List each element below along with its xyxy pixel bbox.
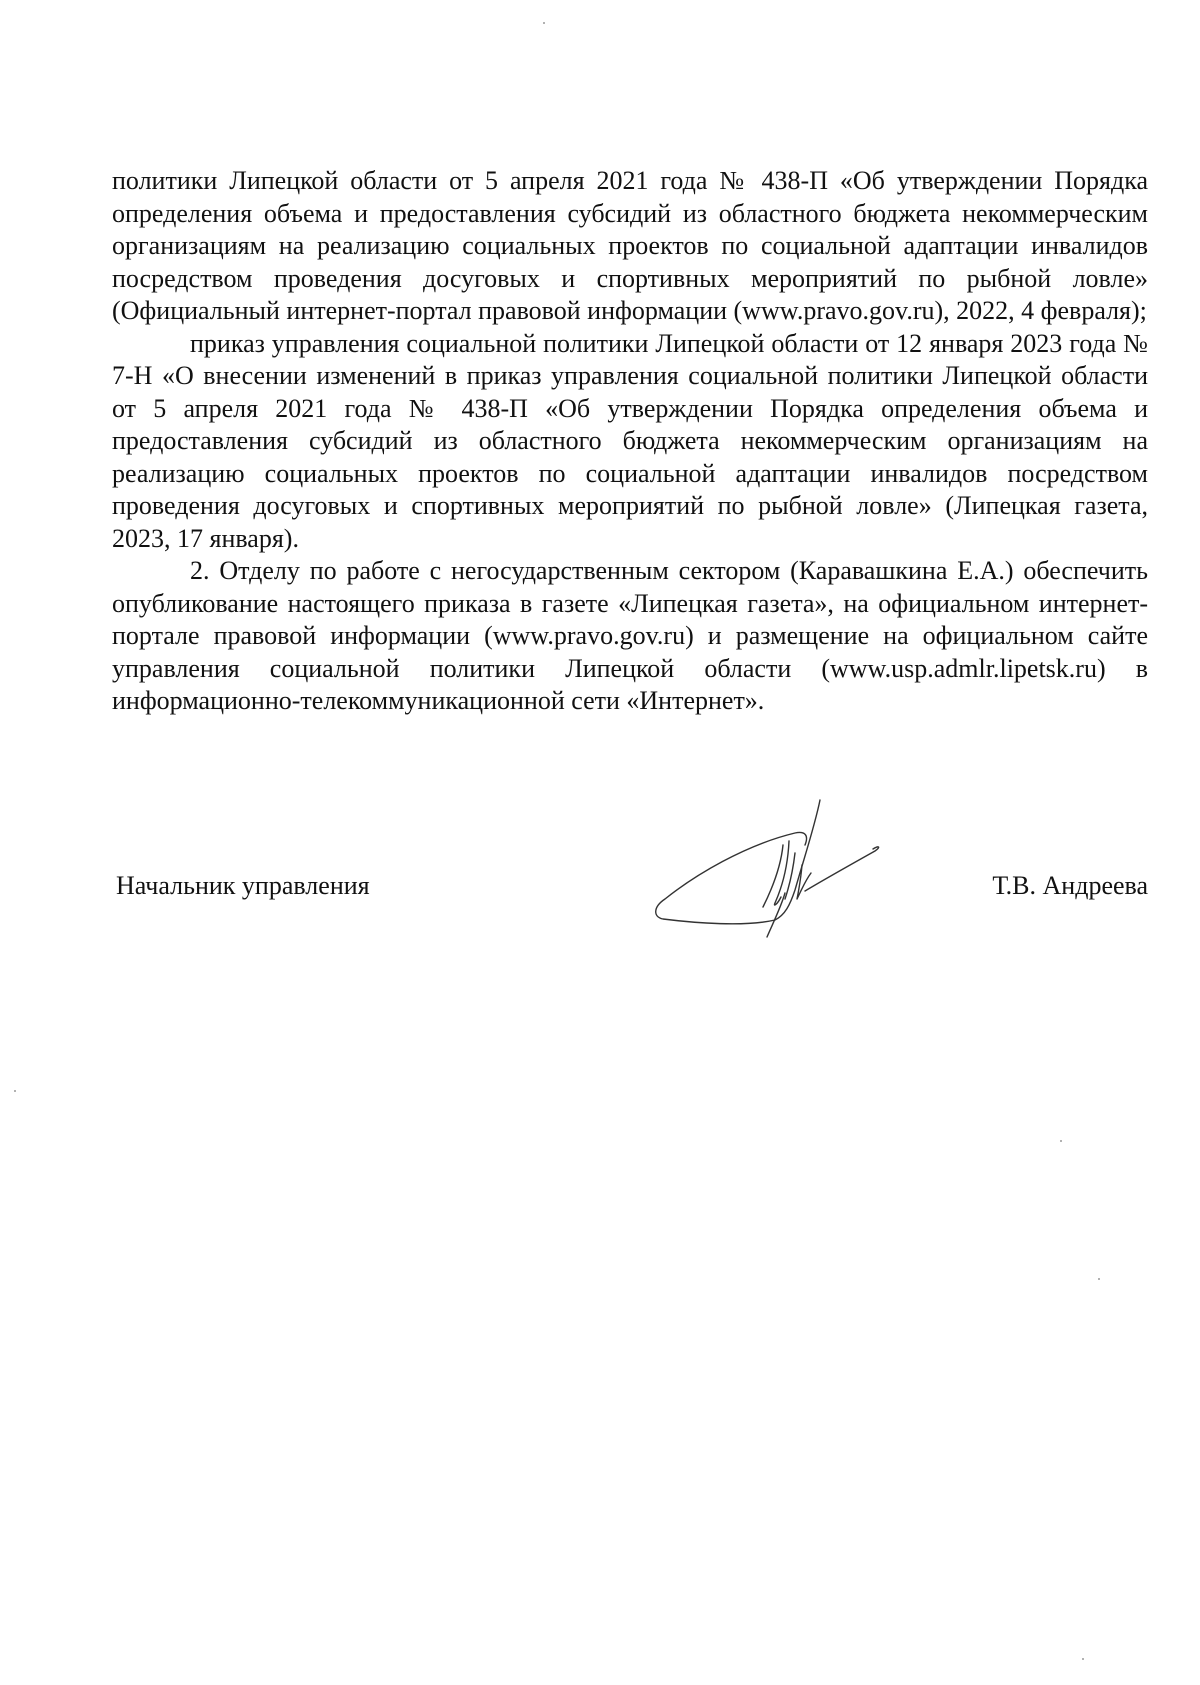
scan-speck bbox=[1060, 1140, 1062, 1142]
scan-speck bbox=[14, 1090, 16, 1092]
signature-block bbox=[112, 870, 1148, 910]
scan-speck bbox=[1082, 1658, 1084, 1660]
scan-speck bbox=[543, 22, 545, 24]
document-body bbox=[112, 165, 1148, 718]
signatory-position: Начальник управления bbox=[116, 871, 370, 900]
signatory-name: Т.В. Андреева bbox=[992, 871, 1148, 900]
paragraph-previous-order-ref: политики Липецкой области от 5 апреля 2021 года № 438-П «Об утверждении Порядка определения объема и предоставления субсидий из областного бюджета некоммерческим организациям на реализацию социальных проектов по социальной адаптации инвалидов посредством проведения досуговых и спортивных мероприятий по рыбной ловле» (Официальный интернет-портал правовой информации (www.pravo.gov.ru), 2022, 4 февраля); bbox=[112, 166, 1148, 325]
scan-speck bbox=[1098, 1278, 1100, 1280]
paragraph-amendment-order-ref: приказ управления социальной политики Липецкой области от 12 января 2023 года № 7-Н «О внесении изменений в приказ управления социальной политики Липецкой области от 5 апреля 2021 года № 438-П «Об утверждении Порядка определения объема и предоставления субсидий из областного бюджета некоммерческим организациям на реализацию социальных проектов по социальной адаптации инвалидов посредством проведения досуговых и спортивных мероприятий по рыбной ловле» (Липецкая газета, 2023, 17 января). bbox=[112, 328, 1148, 553]
handwritten-signature bbox=[655, 795, 945, 945]
paragraph-publication-instruction: 2. Отделу по работе с негосударственным сектором (Каравашкина Е.А.) обеспечить опубликование настоящего приказа в газете «Липецкая газета», на официальном интернет-портале правовой информации (www.pravo.gov.ru) и размещение на официальном сайте управления социальной политики Липецкой области (www.usp.admlr.lipetsk.ru) в информационно-телекоммуникационной сети «Интернет». bbox=[112, 556, 1148, 715]
